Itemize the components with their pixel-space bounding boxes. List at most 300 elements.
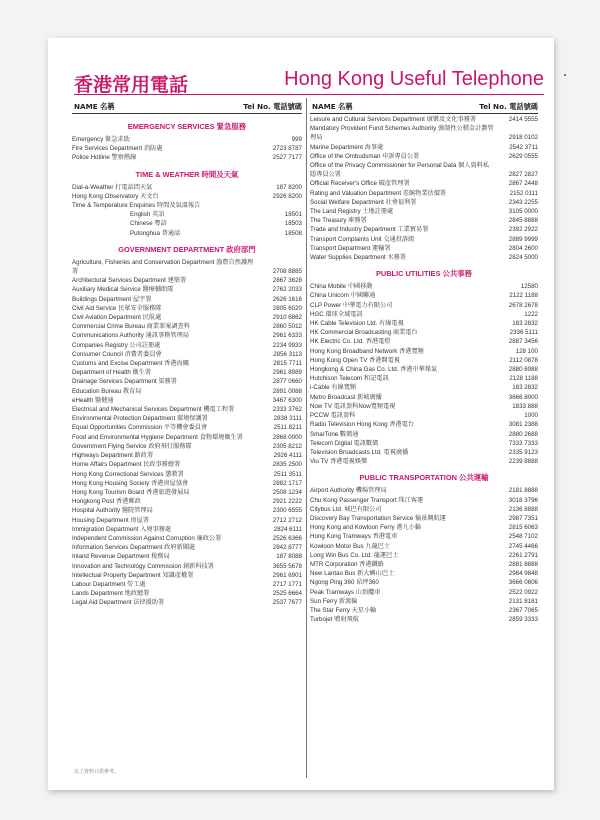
entry-name: China Unicom 中國聯通: [310, 292, 376, 300]
directory-entry: [72, 433, 302, 442]
entry-name: Drainage Services Department 渠務署: [72, 378, 177, 386]
entry-name: HK Electric Co. Ltd. 香港電燈: [310, 338, 391, 346]
entry-name: Transport Complaints Unit 交通投訴組: [310, 235, 415, 243]
directory-entry: [72, 295, 302, 304]
directory-entry: [310, 393, 538, 402]
entry-name: Civil Aviation Department 民航處: [72, 314, 162, 322]
directory-entry: [310, 253, 538, 262]
directory-entry: [72, 331, 302, 340]
entry-phone: 2868 0000: [272, 433, 302, 441]
entry-name: Sun Ferry 新渡輪: [310, 597, 358, 605]
entry-phone: 187 8088: [276, 553, 302, 561]
entry-name: The Treasury 庫務署: [310, 217, 367, 225]
directory-entry: [310, 347, 538, 356]
entry-phone: 3467 6300: [272, 396, 302, 404]
directory-entry: [310, 439, 538, 448]
entry-name: Hong Kong Open TV 香港開電視: [310, 356, 400, 364]
directory-entry: [72, 516, 302, 525]
entry-phone: 2717 1771: [272, 580, 302, 588]
directory-entry: [310, 235, 538, 244]
header-rule: [74, 94, 544, 95]
entry-name: Ngong Ping 360 昂坪360: [310, 579, 379, 587]
entry-name: Hong Kong and Kowloon Ferry 港九小輪: [310, 524, 422, 532]
entry-name: Trade and Industry Department 工業貿易署: [310, 226, 429, 234]
directory-entry: [310, 216, 538, 225]
directory-entry: [310, 588, 538, 597]
directory-entry: [72, 183, 302, 192]
entry-phone: 2527 7177: [272, 154, 302, 162]
directory-entry: [310, 310, 538, 319]
entry-name: Independent Commission Against Corruption 廉政公署: [72, 534, 222, 542]
directory-entry: [72, 534, 302, 543]
directory-entry: [310, 496, 538, 505]
directory-entry: [310, 597, 538, 606]
entry-phone: 2525 6664: [272, 590, 302, 598]
entry-name: Information Services Department 政府新聞處: [72, 544, 196, 552]
entry-phone: 2877 0660: [272, 378, 302, 386]
directory-entry: [72, 377, 302, 386]
entry-phone: 2815 7711: [273, 360, 302, 368]
entry-name: Chinese 粵語: [130, 220, 167, 228]
entry-name: Intellectual Property Department 知識產權署: [72, 571, 194, 579]
entry-name: i-Cable 有線寬頻: [310, 384, 357, 392]
directory-entry: [310, 161, 538, 179]
entry-name: Lands Department 地政總署: [72, 590, 150, 598]
directory-entry: [310, 505, 538, 514]
entry-name: Social Welfare Department 社會福利署: [310, 198, 417, 206]
entry-phone: 18501: [284, 211, 302, 219]
entry-name: Rating and Valuation Department 差餉物業估價署: [310, 189, 447, 197]
entry-phone: 1222: [524, 310, 538, 318]
directory-entry: [72, 368, 302, 377]
entry-name: Hong Kong Tourism Board 香港旅遊發展局: [72, 488, 190, 496]
entry-phone: 2926 8200: [272, 192, 302, 200]
telephone-directory-page: [48, 38, 554, 790]
directory-entry: [72, 497, 302, 506]
entry-name: Citybus Ltd. 城巴有限公司: [310, 505, 382, 513]
entry-name: Time & Temperature Enquiries 時間及氣溫報告: [72, 202, 201, 210]
directory-entry: [310, 143, 538, 152]
entry-name: Fire Services Department 消防處: [72, 145, 163, 153]
directory-entry: [72, 359, 302, 368]
directory-entry: [72, 460, 302, 469]
directory-entry: [310, 532, 538, 541]
entry-phone: 2889 9999: [508, 235, 538, 243]
entry-name: Hong Kong Observatory 天文台: [72, 192, 159, 200]
entry-phone: 2842 8777: [272, 544, 302, 552]
entry-phone: 2712 2712: [272, 516, 302, 524]
entry-name: Police Hotline 警察熱線: [72, 154, 137, 162]
directory-entry: [310, 328, 538, 337]
entry-name: Housing Department 房屋署: [72, 516, 150, 524]
entry-name: Dial-a-Weather 打電話問天氣: [72, 183, 153, 191]
entry-phone: 2987 7351: [508, 514, 538, 522]
entry-phone: 2511 8211: [273, 424, 302, 432]
entry-name: Official Receiver's Office 破產管理署: [310, 180, 410, 188]
directory-entry: [310, 615, 538, 624]
title-english: Hong Kong Useful Telephone: [284, 68, 544, 90]
directory-entry: [72, 479, 302, 488]
entry-phone: 2880 6988: [508, 366, 538, 374]
directory-entry: [310, 374, 538, 383]
entry-phone: 2526 6366: [272, 534, 302, 542]
entry-phone: 2815 6063: [508, 524, 538, 532]
entry-name: Emergency 緊急求助: [72, 136, 130, 143]
section-heading: EMERGENCY SERVICES 緊急服務: [127, 122, 247, 131]
directory-entry: [310, 291, 538, 300]
directory-entry: [72, 313, 302, 322]
directory-entry: [310, 402, 538, 411]
entry-phone: 2805 6020: [272, 304, 302, 312]
entry-name: Peak Tramways 山頂纜車: [310, 588, 381, 596]
entry-phone: 2926 4111: [273, 452, 302, 460]
entry-phone: 2880 2688: [508, 430, 538, 438]
entry-name: Water Supplies Department 水務署: [310, 254, 407, 262]
directory-entry: [72, 144, 302, 153]
entry-phone: 2300 6555: [272, 507, 302, 515]
entry-name: Hongkong & China Gas Co. Ltd. 香港中華煤氣: [310, 366, 438, 374]
entry-name: Putonghua 普通話: [130, 229, 181, 237]
directory-entry: [72, 525, 302, 534]
entry-phone: 2867 2448: [508, 180, 538, 188]
directory-entry: [310, 282, 538, 291]
entry-phone: 3105 0000: [508, 208, 538, 216]
entry-phone: 2626 1616: [272, 295, 302, 303]
entry-phone: 2508 1234: [272, 488, 302, 496]
entry-name: Viu TV 香港電視娛樂: [310, 458, 368, 466]
entry-name: New Lantao Bus 新大嶼山巴士: [310, 570, 395, 578]
directory-entry: [310, 448, 538, 457]
directory-entry: [310, 542, 538, 551]
directory-entry: [72, 276, 302, 285]
entry-name: Television Broadcasts Ltd. 電視廣播: [310, 448, 409, 456]
entry-name: Turbojet 噴射飛航: [310, 616, 359, 624]
directory-entry: [72, 210, 302, 219]
directory-entry: [72, 135, 302, 144]
entry-phone: 3666 0606: [508, 579, 538, 587]
left-column-header: [72, 98, 302, 114]
entry-phone: 12580: [520, 283, 538, 291]
entry-name: Communications Authority 通訊事務管理局: [72, 332, 189, 340]
entry-name: Home Affairs Department 民政事務總署: [72, 461, 181, 469]
entry-name: Equal Opportunities Commission 平等機會委員會: [72, 424, 208, 432]
entry-phone: 2537 7677: [272, 599, 302, 607]
title-chinese: 香港常用電話: [74, 74, 189, 96]
entry-phone: 2367 7065: [508, 606, 538, 614]
entry-name: Civil Aid Service 民眾安全服務隊: [72, 304, 162, 312]
directory-entry: [310, 356, 538, 365]
tel-heading: Tel No. 電話號碼: [243, 102, 302, 111]
entry-name: Office of the Ombudsman 申訴專員公署: [310, 152, 420, 160]
entry-name: SmarTone 數碼通: [310, 430, 359, 438]
entry-phone: 3655 5678: [272, 562, 302, 570]
entry-name: Hong Kong Correctional Services 懲教署: [72, 470, 184, 478]
entry-name: Telecom Digital 電訊數碼: [310, 439, 379, 447]
entry-name: Chu Kong Passenger Transport 珠江客運: [310, 496, 424, 504]
directory-entry: [310, 411, 538, 420]
entry-phone: 2845 8888: [508, 217, 538, 225]
directory-entry: [310, 457, 538, 466]
entry-name: The Land Registry 土地註冊處: [310, 208, 394, 216]
entry-name: English 英語: [130, 211, 165, 219]
section-heading: TIME & WEATHER 時間及天氣: [135, 169, 239, 179]
directory-entry: [310, 319, 538, 328]
entry-phone: 2723 8787: [272, 145, 302, 153]
entry-phone: 2678 2678: [508, 301, 538, 309]
directory-entry: [310, 430, 538, 439]
entry-phone: 2804 2600: [508, 244, 538, 252]
directory-entry: [72, 396, 302, 405]
directory-entry: [72, 304, 302, 313]
name-heading: NAME 名稱: [312, 102, 353, 111]
entry-name: Commercial Crime Bureau 商業罪案調查科: [72, 323, 190, 331]
entry-phone: 2882 1717: [272, 479, 302, 487]
entry-name: Long Win Bus Co. Ltd. 龍運巴士: [310, 551, 399, 559]
entry-phone: 2152 0111: [509, 189, 538, 197]
entry-phone: 2261 2791: [508, 551, 538, 559]
directory-entry: [310, 383, 538, 392]
entry-name: Customs and Excise Department 香港海關: [72, 360, 189, 368]
directory-entry: [310, 207, 538, 216]
directory-entry: [72, 414, 302, 423]
tel-heading: Tel No. 電話號碼: [479, 102, 538, 111]
entry-phone: 2333 3762: [272, 406, 302, 414]
directory-entry: [72, 571, 302, 580]
entry-name: HGC 環球全域電訊: [310, 310, 363, 318]
entry-phone: 2522 0922: [508, 588, 538, 596]
directory-entry: [72, 451, 302, 460]
directory-entry: [72, 506, 302, 515]
entry-phone: 2112 0878: [509, 356, 538, 364]
entry-phone: 1000: [524, 412, 538, 420]
directory-entry: [310, 578, 538, 587]
entry-name: Companies Registry 公司註冊處: [72, 341, 161, 349]
directory-entry: [310, 124, 538, 142]
entry-phone: 2824 5000: [508, 254, 538, 262]
entry-phone: 999: [291, 136, 302, 143]
directory-entry: [310, 560, 538, 569]
entry-phone: 1833 888: [512, 402, 538, 410]
entry-phone: 2745 4466: [508, 542, 538, 550]
entry-name: Inland Revenue Department 稅務局: [72, 553, 170, 561]
entry-name: Transport Department 運輸署: [310, 244, 391, 252]
entry-phone: 2961 6901: [272, 571, 302, 579]
entry-name: Government Flying Service 政府飛行服務隊: [72, 442, 192, 450]
entry-name: Environmental Protection Department 環境保護署: [72, 415, 208, 423]
entry-name: CLP Power 中華電力有限公司: [310, 301, 393, 309]
left-column: [72, 115, 302, 608]
entry-phone: 2887 3456: [508, 338, 538, 346]
entry-phone: 2918 0102: [508, 134, 538, 142]
directory-entry: [310, 301, 538, 310]
entry-name: Marine Department 海事處: [310, 143, 384, 151]
entry-name: Labour Department 勞工處: [72, 580, 146, 588]
entry-name: Consumer Council 消費者委員會: [72, 350, 162, 358]
entry-name: Innovation and Technology Commission 創新科技署: [72, 562, 214, 570]
directory-entry: [72, 153, 302, 162]
entry-name: HK Commercial Broadcasting 商業電台: [310, 329, 418, 337]
right-column-header: [310, 98, 538, 114]
directory-entry: [310, 365, 538, 374]
directory-entry: [310, 179, 538, 188]
entry-phone: 2548 7102: [508, 533, 538, 541]
entry-phone: 2835 2500: [272, 461, 302, 469]
directory-entry: [310, 337, 538, 346]
entry-phone: 183 2832: [512, 320, 538, 328]
section-heading: PUBLIC TRANSPORTATION 公共運輸: [359, 473, 489, 483]
directory-entry: [310, 551, 538, 560]
entry-phone: 2867 3628: [272, 277, 302, 285]
entry-phone: 2838 3111: [273, 415, 302, 423]
directory-entry: [72, 562, 302, 571]
directory-entry: [72, 598, 302, 607]
directory-entry: [72, 442, 302, 451]
entry-name: Auxiliary Medical Service 醫療輔助隊: [72, 286, 174, 294]
entry-name: Now TV 電訊盈科Now寬頻電視: [310, 402, 396, 410]
entry-name: Hongkong Post 香港郵政: [72, 498, 141, 506]
entry-phone: 2136 8888: [508, 505, 538, 513]
directory-entry: [72, 423, 302, 432]
entry-phone: 2305 8212: [272, 442, 302, 450]
entry-name: Leisure and Cultural Services Department 康樂及文化事務署: [310, 116, 477, 123]
directory-entry: [310, 420, 538, 429]
right-column: [310, 115, 538, 624]
entry-phone: 2335 9123: [508, 448, 538, 456]
entry-name: Education Bureau 教育局: [72, 387, 142, 395]
directory-entry: [310, 198, 538, 207]
entry-phone: 2511 3511: [273, 470, 302, 478]
entry-phone: 2921 2222: [272, 498, 302, 506]
entry-name: Food and Environmental Hygiene Department 食物環境衞生署: [72, 433, 243, 441]
entry-name: Metro Broadcast 新城廣播: [310, 393, 382, 401]
directory-entry: [310, 569, 538, 578]
directory-entry: [310, 486, 538, 495]
directory-entry: [72, 580, 302, 589]
entry-phone: 18508: [284, 229, 302, 237]
page-header: [74, 50, 544, 100]
entry-name: Legal Aid Department 法律援助署: [72, 599, 165, 607]
directory-entry: [72, 219, 302, 228]
directory-entry: [72, 341, 302, 350]
entry-name: The Star Ferry 天星小輪: [310, 606, 377, 614]
entry-name: Department of Health 衞生署: [72, 369, 152, 377]
directory-entry: [72, 552, 302, 561]
directory-entry: [72, 201, 302, 210]
name-heading: NAME 名稱: [74, 102, 115, 111]
entry-name: MTR Corporation 香港鐵路: [310, 560, 384, 568]
entry-name: Agriculture, Fisheries and Conservation Department 漁農自然護理署: [72, 258, 254, 276]
entry-name: Architectural Services Department 建築署: [72, 277, 187, 285]
directory-entry: [72, 589, 302, 598]
entry-name: Immigration Department 入境事務處: [72, 525, 172, 533]
entry-phone: 128 100: [515, 347, 538, 355]
directory-entry: [72, 387, 302, 396]
entry-phone: 2856 3113: [273, 350, 302, 358]
directory-entry: [310, 606, 538, 615]
entry-name: Buildings Department 屋宇署: [72, 295, 152, 303]
entry-phone: 2181 8888: [508, 487, 538, 495]
entry-name: Hong Kong Housing Society 香港房屋協會: [72, 479, 189, 487]
entry-phone: 2961 6333: [272, 332, 302, 340]
section-heading: GOVERNMENT DEPARTMENT 政府部門: [118, 244, 256, 254]
entry-name: Mandatory Provident Fund Schemes Authority 強制性公積金計劃管理局: [310, 125, 494, 142]
entry-phone: 3081 2388: [508, 421, 538, 429]
entry-name: Kowloon Motor Bus 九龍巴士: [310, 542, 391, 550]
entry-phone: 2131 8181: [508, 597, 538, 605]
entry-phone: 2961 8989: [272, 369, 302, 377]
entry-name: eHealth 醫健通: [72, 396, 114, 404]
entry-phone: 2343 2255: [508, 198, 538, 206]
directory-entry: [72, 322, 302, 331]
directory-grid: [72, 98, 538, 778]
directory-entry: [310, 523, 538, 532]
column-divider: [306, 98, 307, 778]
directory-entry: [72, 405, 302, 414]
entry-name: Radio Television Hong Kong 香港電台: [310, 421, 415, 429]
entry-name: China Mobile 中國移動: [310, 283, 373, 291]
directory-entry: [72, 350, 302, 359]
entry-phone: 2881 8888: [508, 560, 538, 568]
directory-entry: [310, 225, 538, 234]
entry-phone: 2414 5555: [508, 116, 538, 123]
entry-phone: 183 2832: [512, 384, 538, 392]
entry-phone: 187 8200: [276, 183, 302, 191]
entry-phone: 3666 8000: [508, 393, 538, 401]
entry-phone: 2336 5111: [509, 329, 538, 337]
footnote: 以上資料只供參考。: [74, 769, 120, 775]
speck: [564, 74, 566, 76]
entry-phone: 2392 2922: [508, 226, 538, 234]
entry-phone: 2860 5012: [272, 323, 302, 331]
directory-entry: [72, 470, 302, 479]
entry-name: PCCW 電訊盈科: [310, 412, 356, 420]
entry-name: Office of the Privacy Commissioner for Personal Data 個人資料私隱專員公署: [310, 162, 490, 179]
entry-name: Electrical and Mechanical Services Department 機電工程署: [72, 406, 235, 414]
entry-phone: 2824 6111: [273, 525, 302, 533]
entry-phone: 2762 2033: [272, 286, 302, 294]
entry-name: Hong Kong Broadband Network 香港寬頻: [310, 347, 424, 355]
entry-phone: 2234 9933: [272, 341, 302, 349]
entry-name: Highways Department 路政署: [72, 452, 154, 460]
directory-entry: [310, 244, 538, 253]
entry-phone: 3018 3796: [508, 496, 538, 504]
entry-phone: 2891 0088: [272, 387, 302, 395]
entry-name: Hutchison Telecom 和記電訊: [310, 375, 389, 383]
entry-name: Airport Authority 機場管理局: [310, 487, 387, 495]
entry-phone: 2827 2827: [508, 171, 538, 179]
directory-entry: [310, 514, 538, 523]
directory-entry: [72, 543, 302, 552]
entry-phone: 2708 8885: [272, 268, 302, 276]
entry-name: HK Cable Television Ltd. 有線電視: [310, 320, 404, 328]
directory-entry: [310, 115, 538, 124]
entry-name: Discovery Bay Transportation Service 愉景灣航運: [310, 514, 446, 522]
directory-entry: [72, 229, 302, 238]
entry-phone: 2629 0555: [508, 152, 538, 160]
entry-phone: 18503: [284, 220, 302, 228]
directory-entry: [72, 192, 302, 201]
directory-entry: [72, 258, 302, 276]
entry-phone: 2542 3711: [509, 143, 538, 151]
section-heading: PUBLIC UTILITIES 公共事務: [375, 269, 473, 279]
entry-phone: 2984 9848: [508, 570, 538, 578]
entry-phone: 2128 1188: [509, 375, 538, 383]
entry-name: Hospital Authority 醫院管理局: [72, 507, 153, 515]
entry-phone: 7333 7333: [508, 439, 538, 447]
entry-phone: 2122 1188: [509, 292, 538, 300]
entry-phone: 2859 3333: [508, 616, 538, 624]
entry-phone: 2239 8888: [508, 458, 538, 466]
